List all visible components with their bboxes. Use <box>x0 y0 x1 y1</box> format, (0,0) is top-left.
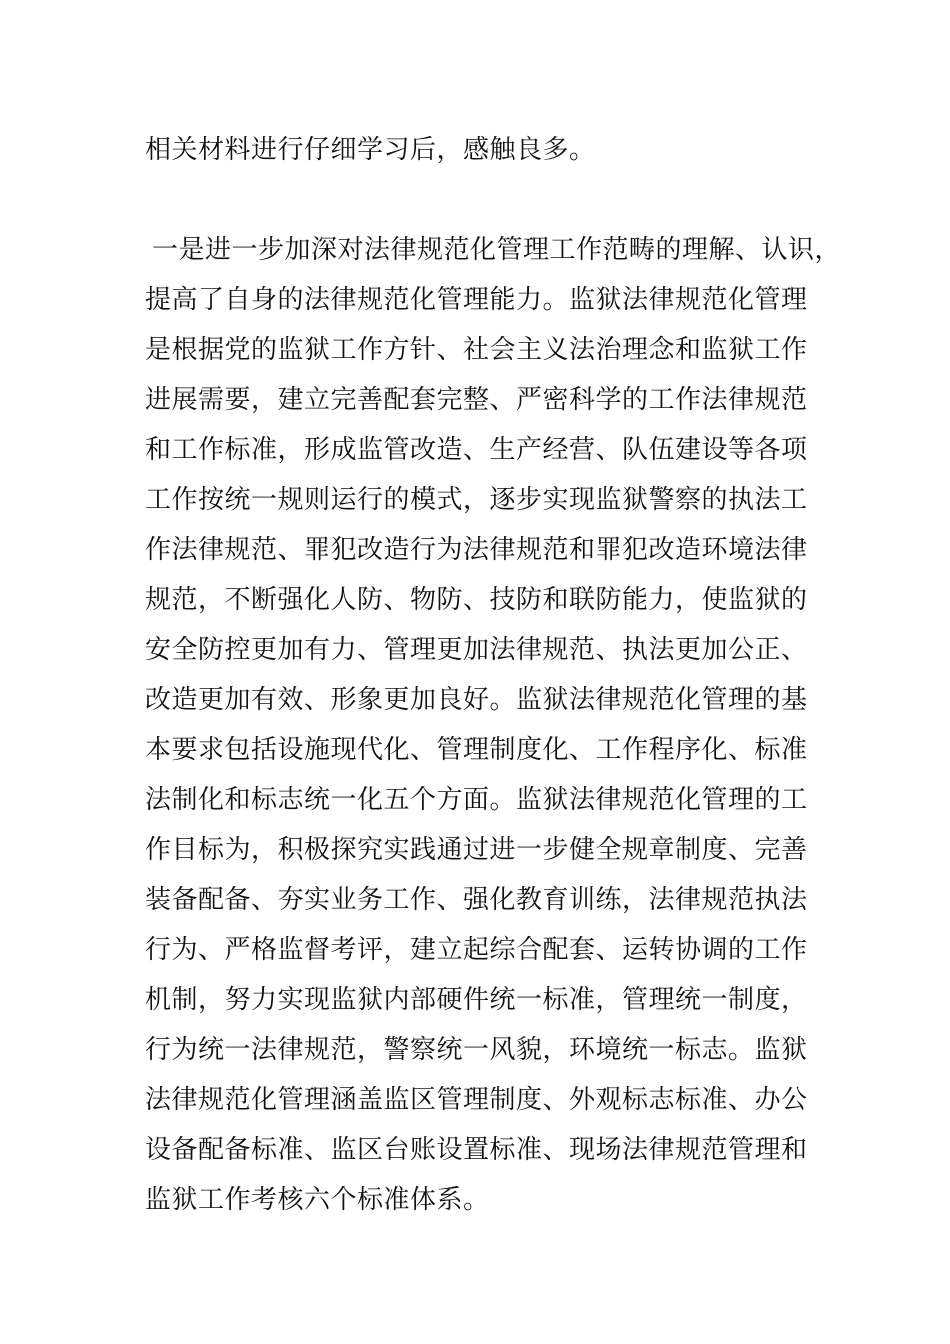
paragraph-line-19: 设备配备标准、监区台账设置标准、现场法律规范管理和 <box>145 1135 808 1165</box>
paragraph-line-12: 法制化和标志统一化五个方面。监狱法律规范化管理的工 <box>145 785 808 815</box>
paragraph-line-11: 本要求包括设施现代化、管理制度化、工作程序化、标准 <box>145 735 808 765</box>
paragraph-line-2: 提高了自身的法律规范化管理能力。监狱法律规范化管理 <box>145 285 808 315</box>
paragraph-line-1: 一是进一步加深对法律规范化管理工作范畴的理解、认识， <box>152 235 842 265</box>
intro-line: 相关材料进行仔细学习后，感触良多。 <box>145 135 596 165</box>
paragraph-line-10: 改造更加有效、形象更加良好。监狱法律规范化管理的基 <box>145 685 808 715</box>
paragraph-line-6: 工作按统一规则运行的模式，逐步实现监狱警察的执法工 <box>145 485 808 515</box>
paragraph-line-8: 规范，不断强化人防、物防、技防和联防能力，使监狱的 <box>145 585 808 615</box>
paragraph-line-13: 作目标为，积极探究实践通过进一步健全规章制度、完善 <box>145 835 808 865</box>
paragraph-line-17: 行为统一法律规范，警察统一风貌，环境统一标志。监狱 <box>145 1035 808 1065</box>
paragraph-line-14: 装备配备、夯实业务工作、强化教育训练，法律规范执法 <box>145 885 808 915</box>
paragraph-line-9: 安全防控更加有力、管理更加法律规范、执法更加公正、 <box>145 635 808 665</box>
paragraph-line-5: 和工作标准，形成监管改造、生产经营、队伍建设等各项 <box>145 435 808 465</box>
paragraph-line-18: 法律规范化管理涵盖监区管理制度、外观标志标准、办公 <box>145 1085 808 1115</box>
paragraph-line-7: 作法律规范、罪犯改造行为法律规范和罪犯改造环境法律 <box>145 535 808 565</box>
paragraph-line-3: 是根据党的监狱工作方针、社会主义法治理念和监狱工作 <box>145 335 808 365</box>
paragraph-line-4: 进展需要，建立完善配套完整、严密科学的工作法律规范 <box>145 385 808 415</box>
paragraph-line-16: 机制，努力实现监狱内部硬件统一标准，管理统一制度， <box>145 985 808 1015</box>
paragraph-line-20: 监狱工作考核六个标准体系。 <box>145 1185 490 1215</box>
paragraph-line-15: 行为、严格监督考评，建立起综合配套、运转协调的工作 <box>145 935 808 965</box>
